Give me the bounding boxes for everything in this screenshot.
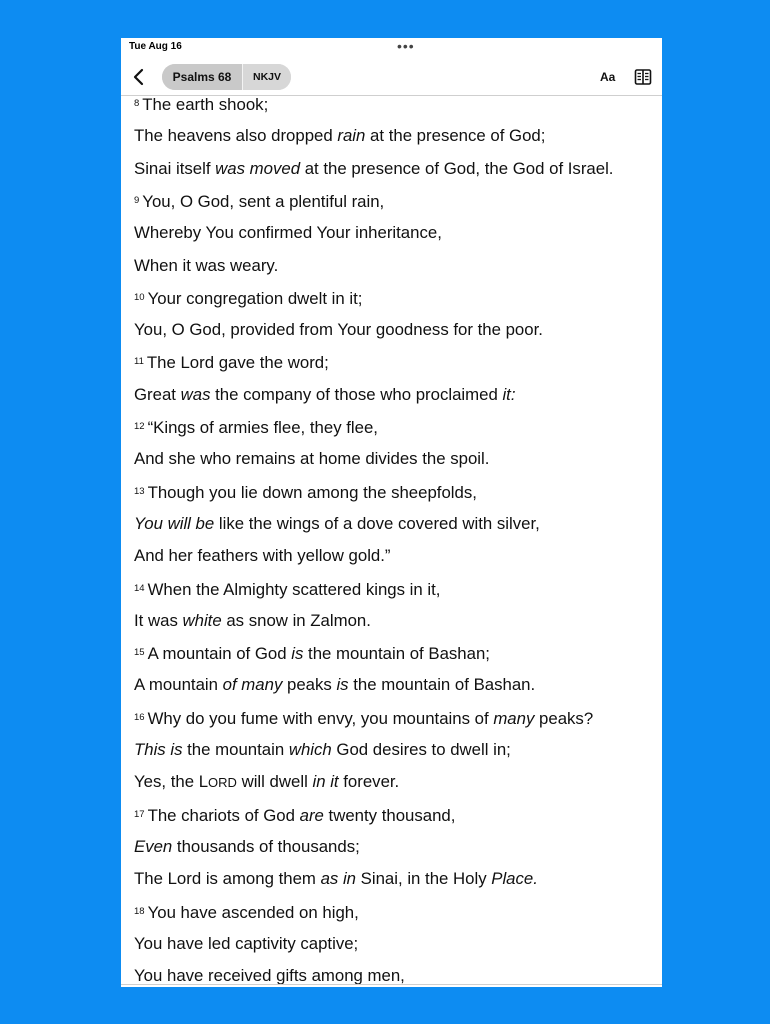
- verse-line: [134, 288, 362, 309]
- version-button[interactable]: NKJV: [242, 64, 291, 90]
- verse-text: Though you lie down among the sheepfolds,: [147, 482, 477, 502]
- verse-line: [134, 772, 399, 793]
- italic-text: as in: [320, 869, 357, 889]
- verse-line: [134, 869, 538, 889]
- verse-line: [134, 417, 378, 438]
- verse-line: [134, 708, 593, 729]
- verse-number: 9: [134, 194, 140, 206]
- verse-text: A mountain of God: [147, 644, 292, 664]
- verse-text: twenty thousand,: [323, 805, 456, 825]
- verse-line: [134, 159, 613, 179]
- verse-line: [134, 449, 489, 469]
- chapter-button[interactable]: Psalms 68: [162, 64, 242, 90]
- verse-line: [134, 385, 516, 405]
- verse-line: [134, 94, 268, 115]
- verse-text: It was: [134, 610, 183, 630]
- verse-text: The chariots of God: [147, 805, 300, 825]
- scripture-text[interactable]: [121, 94, 662, 984]
- back-button[interactable]: [131, 66, 149, 88]
- verse-text: The heavens also dropped: [134, 126, 338, 146]
- verse-text: Why do you fume with envy, you mountains of: [147, 708, 494, 728]
- verse-line: [134, 126, 545, 146]
- verse-line: [134, 902, 359, 923]
- verse-text: You have ascended on high,: [147, 902, 359, 922]
- verse-text: A mountain: [134, 675, 223, 695]
- verse-line: [134, 579, 440, 600]
- multitasking-dots-icon[interactable]: •••: [397, 38, 415, 54]
- verse-line: [134, 934, 358, 954]
- italic-text: it:: [502, 384, 516, 404]
- verse-text: The Lord is among them: [134, 869, 321, 889]
- bottom-divider: [121, 984, 662, 985]
- verse-line: [134, 191, 384, 212]
- app-screen: [121, 38, 662, 987]
- verse-text: You have received gifts among men,: [134, 966, 405, 984]
- verse-line: [134, 643, 490, 664]
- italic-text: Even: [134, 836, 173, 856]
- verse-text: peaks: [282, 675, 337, 695]
- italic-text: is: [291, 644, 304, 664]
- italic-text: many: [493, 708, 535, 728]
- verse-line: [134, 256, 278, 276]
- italic-text: This is: [134, 740, 183, 759]
- verse-text: thousands of thousands;: [172, 836, 360, 856]
- status-date: Tue Aug 16: [129, 41, 182, 52]
- parallel-view-icon: [634, 68, 652, 86]
- verse-text: forever.: [338, 772, 400, 792]
- verse-text: When the Almighty scattered kings in it,: [147, 579, 441, 599]
- verse-number: 13: [134, 485, 145, 497]
- verse-number: 18: [134, 905, 145, 917]
- verse-text: peaks?: [534, 708, 594, 728]
- verse-text: God desires to dwell in;: [331, 740, 511, 759]
- verse-text: will dwell: [236, 772, 313, 792]
- verse-line: [134, 837, 360, 857]
- verse-text: the mountain of Bashan.: [348, 675, 536, 695]
- verse-number: 10: [134, 291, 145, 303]
- status-bar: [121, 38, 662, 58]
- font-settings-button[interactable]: Aa: [600, 70, 616, 84]
- verse-text: the mountain of Bashan;: [303, 644, 490, 664]
- verse-text: the mountain: [182, 740, 289, 759]
- verse-text: Your congregation dwelt in it;: [147, 288, 363, 308]
- verse-text: like the wings of a dove covered with silver,: [214, 513, 540, 533]
- verse-line: [134, 223, 442, 243]
- verse-text: at the presence of God, the God of Israel.: [300, 158, 614, 178]
- verse-text: When it was weary.: [134, 255, 279, 275]
- parallel-view-button[interactable]: [634, 68, 652, 86]
- verse-number: 11: [134, 356, 144, 368]
- verse-line: [134, 805, 455, 826]
- verse-number: 16: [134, 711, 145, 723]
- verse-text: The earth shook;: [142, 95, 269, 114]
- italic-text: Place.: [491, 869, 538, 889]
- italic-text: of many: [222, 675, 283, 695]
- verse-line: [134, 482, 477, 503]
- verse-number: 8: [134, 98, 140, 109]
- verse-text: the company of those who proclaimed: [210, 384, 503, 404]
- verse-number: 12: [134, 421, 145, 432]
- verse-text: at the presence of God;: [365, 126, 546, 146]
- italic-text: is: [336, 675, 349, 695]
- italic-text: You will be: [134, 513, 215, 533]
- verse-text: “Kings of armies flee, they flee,: [147, 418, 378, 437]
- verse-line: [134, 352, 329, 373]
- verse-line: [134, 514, 540, 534]
- verse-line: [134, 320, 543, 340]
- verse-text: You, O God, sent a plentiful rain,: [142, 191, 385, 211]
- italic-text: rain: [337, 126, 366, 146]
- verse-line: [134, 546, 391, 566]
- italic-text: in it: [312, 772, 339, 792]
- verse-text: Yes, the L: [134, 772, 209, 792]
- reader-toolbar: [121, 62, 662, 94]
- book-selector: [162, 64, 291, 90]
- verse-text: You have led captivity captive;: [134, 933, 359, 953]
- verse-text: Sinai itself: [134, 158, 216, 178]
- verse-number: 15: [134, 647, 145, 659]
- verse-line: [134, 675, 535, 695]
- chevron-left-icon: [131, 66, 149, 88]
- verse-text: Whereby You confirmed Your inheritance,: [134, 223, 442, 243]
- small-caps-text: ORD: [208, 775, 237, 791]
- italic-text: was moved: [215, 158, 301, 178]
- verse-text: The Lord gave the word;: [146, 353, 329, 373]
- verse-number: 14: [134, 582, 145, 594]
- verse-line: [134, 740, 511, 760]
- verse-line: [134, 611, 371, 631]
- verse-line: [134, 966, 405, 984]
- italic-text: which: [288, 740, 332, 759]
- verse-text: as snow in Zalmon.: [221, 610, 371, 630]
- verse-number: 17: [134, 808, 145, 820]
- verse-text: And she who remains at home divides the spoil.: [134, 449, 490, 469]
- verse-text: And her feathers with yellow gold.”: [134, 546, 391, 566]
- italic-text: white: [182, 610, 222, 630]
- italic-text: was: [180, 384, 211, 404]
- verse-text: Great: [134, 384, 181, 404]
- verse-text: You, O God, provided from Your goodness for the poor.: [134, 320, 543, 340]
- verse-text: Sinai, in the Holy: [356, 869, 492, 889]
- italic-text: are: [299, 805, 324, 825]
